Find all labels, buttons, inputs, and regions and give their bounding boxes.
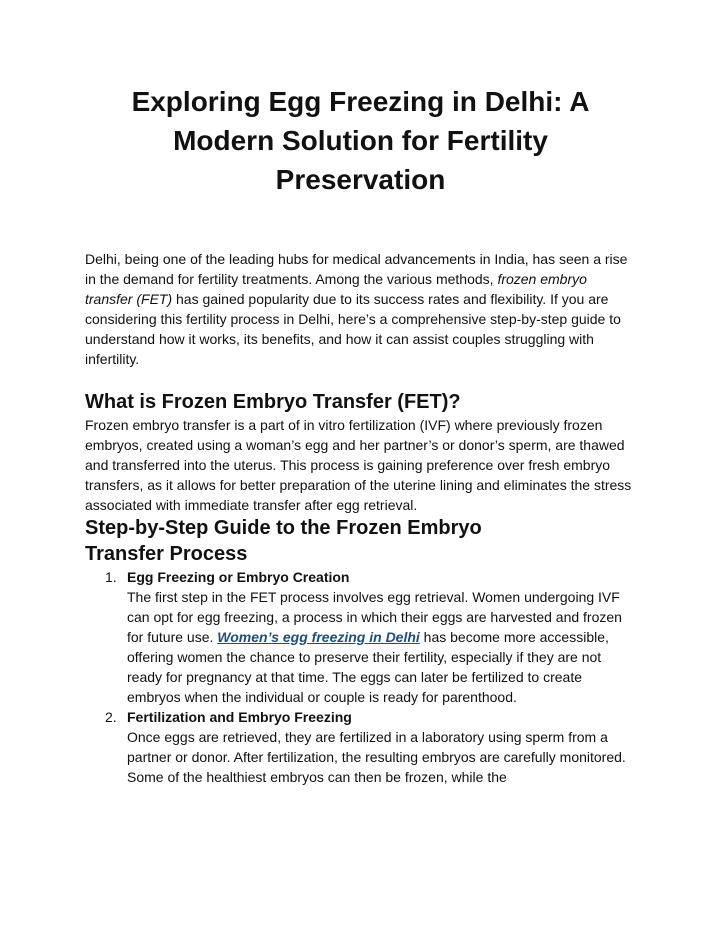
intro-paragraph <box>85 249 636 369</box>
step-title: Fertilization and Embryo Freezing <box>127 709 352 725</box>
egg-freezing-link[interactable]: Women’s egg freezing in Delhi <box>217 629 420 645</box>
step-number: 2. <box>105 709 117 725</box>
list-item <box>85 567 636 707</box>
step-body-start: The first step in the FET process involves egg retrieval. Women undergoing IVF can opt for egg freezing, a process in which their eggs are harvested and frozen for future use. <box>127 589 622 645</box>
step-title: Egg Freezing or Embryo Creation <box>127 569 350 585</box>
page-title: Exploring Egg Freezing in Delhi: A Modern Solution for Fertility Preservation <box>131 86 590 195</box>
steps-list <box>85 567 636 787</box>
intro-text-start: Delhi, being one of the leading hubs for medical advancements in India, has seen a rise in the demand for fertility treatments. Among the various methods, <box>85 251 628 287</box>
section-heading-steps: Step-by-Step Guide to the Frozen Embryo Transfer Process <box>85 517 482 565</box>
section-heading-fet: What is Frozen Embryo Transfer (FET)? <box>85 391 461 413</box>
section-body-fet: Frozen embryo transfer is a part of in vitro fertilization (IVF) where previously frozen embryos, created using a woman’s egg and her partner’s or donor’s sperm, are thawed and transferred into the uterus. This process is gaining preference over fresh embryo transfers, as it allows for better preparation of the uterine lining and eliminates the stress associated with immediate transfer after egg retrieval. <box>85 417 632 513</box>
step-body <box>127 587 636 707</box>
intro-text-end: has gained popularity due to its success rates and flexibility. If you are considering this fertility process in Delhi, here’s a comprehensive step-by-step guide to understand how it works, its benefits, and how it can assist couples struggling with infertility. <box>85 291 621 367</box>
step-number: 1. <box>105 569 117 585</box>
list-item <box>85 707 636 787</box>
intro-emphasis: frozen embryo transfer (FET) <box>85 271 587 307</box>
step-body-end: has become more accessible, offering women the chance to preserve their fertility, especially if they are not ready for pregnancy at that time. The eggs can later be fertilized to create embryos when the individual or couple is ready for parenthood. <box>127 629 609 705</box>
step-body: Once eggs are retrieved, they are fertilized in a laboratory using sperm from a partner or donor. After fertilization, the resulting embryos are carefully monitored. Some of the healthiest embryos can then be frozen, while the <box>127 729 626 785</box>
